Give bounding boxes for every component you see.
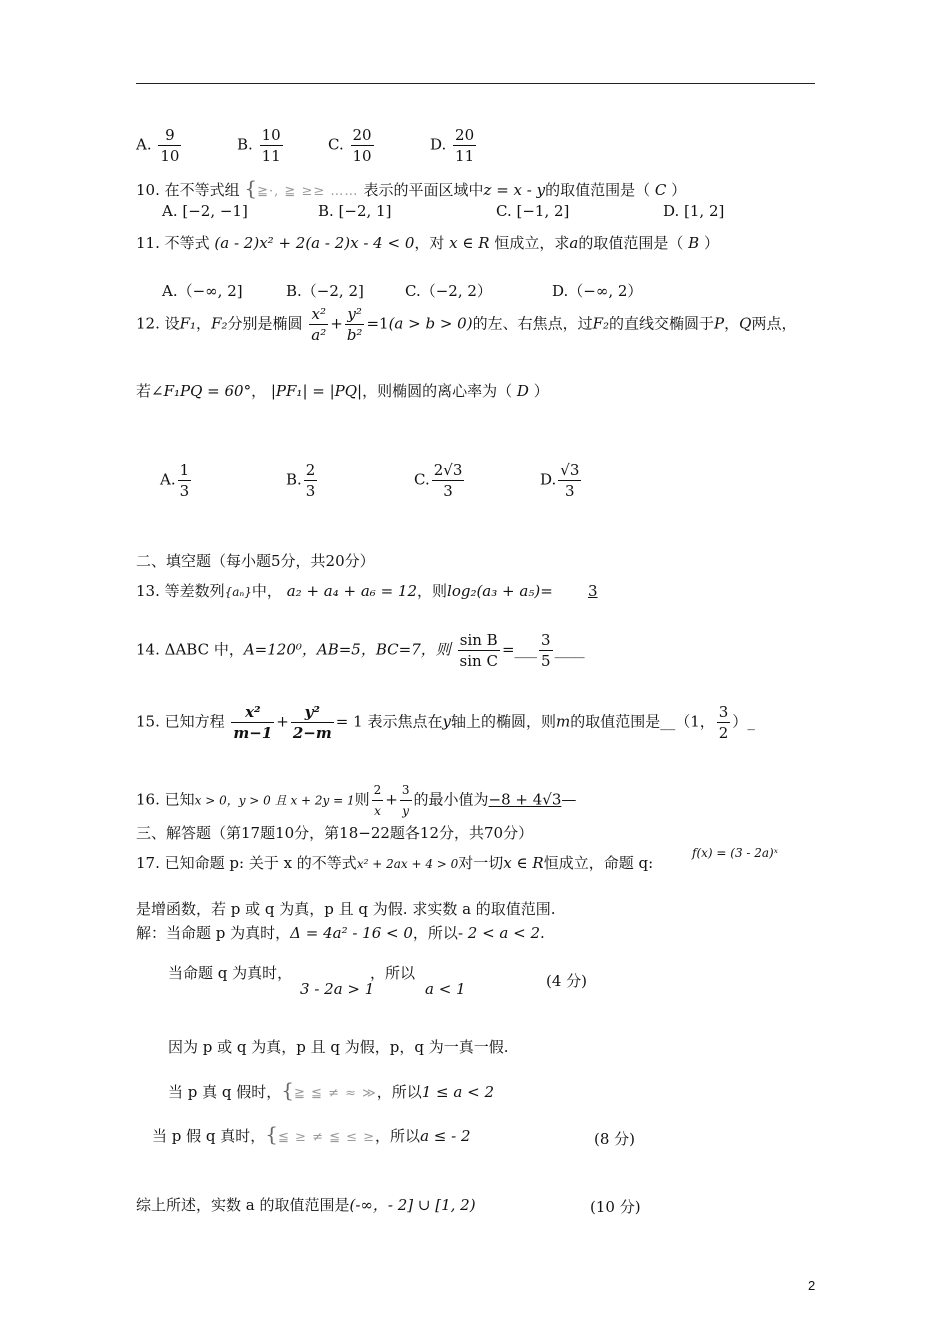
q10-expression: z = x - y [483, 181, 546, 199]
q11-option-a: A.（−∞, 2] [162, 282, 243, 300]
numerator: √3 [560, 461, 580, 479]
q10-option-c: C. [−1, 2] [496, 202, 570, 220]
q11-stem [136, 232, 719, 253]
q15: 15. 已知方程 $\frac{\text{x²}}{m-1}$ + $\frac{\text{y²}}{2-m}$ = 1 表示焦点在y轴上的椭圆，则m的取值范围是__（1， $\frac{3}{2}$ ）_ [136, 703, 755, 742]
option-label: B. [286, 470, 302, 489]
q17-sol2-text: 当命题 q 为真时， [168, 964, 293, 982]
blurred-inequality-system: ≧ ≦ ≠ ≈ ≫ [294, 1086, 377, 1101]
denominator: 3 [565, 482, 575, 500]
q15-text-tail3: 的取值范围是 [570, 712, 661, 731]
option-fraction [432, 460, 465, 501]
q13-text-mid: 中， [251, 582, 282, 600]
q17-sol1-end: . [540, 924, 545, 942]
option-label: C. [414, 470, 430, 489]
denominator: x [374, 804, 381, 818]
q15-text-tail2: 轴上的椭圆，则 [450, 712, 556, 731]
q13-condition: a₂ + a₄ + a₆ = 12 [286, 582, 417, 600]
numerator: 3 [400, 780, 412, 801]
q16: 16. 已知x > 0，y > 0 且 x + 2y = 1则 $\frac{2}{x}$ + $\frac{3}{y}$ 的最小值为−8 + 4√3— [136, 780, 576, 821]
q13-text: 13. 等差数列 [136, 582, 225, 600]
numerator: 2 [372, 780, 384, 801]
numerator: x² [231, 702, 274, 723]
numerator: sin B [458, 630, 500, 651]
q9-option-a [136, 125, 183, 166]
denominator: 11 [455, 147, 475, 165]
option-fraction [558, 460, 581, 501]
q12-option-b [286, 460, 319, 501]
q17-sol5-result: a ≤ - 2 [420, 1127, 471, 1145]
option-fraction [453, 125, 476, 166]
q12-option-d [540, 460, 583, 501]
q16-text: 16. 已知 [136, 790, 195, 809]
q17-line2: 是增函数，若 p 或 q 为真，p 且 q 为假. 求实数 a 的取值范围. [136, 900, 556, 918]
denominator: 10 [160, 147, 180, 165]
q14: 14. ΔABC 中，A=120⁰，AB=5，BC=7，则 $\frac{\text{sin B}}{\text{sin C}}$ =___ $\frac{3}{5}$ ____ [136, 631, 585, 670]
q17-sol2-so: ，所以 [370, 964, 416, 982]
q17-function: f(x) = (3 - 2a)ˣ [692, 846, 778, 860]
q11-variable: a [569, 234, 579, 252]
q12-line2-text: ，则椭圆的离心率为（ [362, 382, 513, 400]
q15-answer-open: （1， [675, 712, 715, 731]
section-heading-fill-in: 二、填空题（每小题5分，共20分） [136, 552, 375, 570]
option-label: B. [237, 135, 253, 154]
denominator: 3 [179, 482, 190, 500]
denominator: sin C [459, 652, 498, 670]
q12-close: ） [533, 382, 549, 400]
header-rule [136, 83, 815, 84]
denominator: 2 [718, 724, 729, 742]
blurred-inequality-system: ≦ ≥ ≠ ≦ ≤ ≥ [278, 1130, 376, 1145]
option-label: D. [540, 470, 557, 489]
denominator: 5 [541, 652, 551, 670]
denominator: 3 [305, 482, 316, 500]
q12-text2: 的左、右焦点，过 [472, 314, 593, 333]
q11-text-mid: ，对 [414, 234, 445, 252]
q11-option-b: B.（−2, 2] [286, 282, 364, 300]
q12-option-c [414, 460, 466, 501]
q10-option-a: A. [−2, −1] [162, 202, 248, 220]
q15-m: m [555, 712, 571, 731]
q17-inequality: x² + 2ax + 4 > 0 [356, 857, 459, 871]
q9-option-c [328, 125, 376, 166]
q12-line2: 若∠F₁PQ = 60°， |PF₁| = |PQ|，则椭圆的离心率为（ D ） [136, 382, 549, 400]
q11-close: ） [703, 234, 719, 252]
q11-condition: x ∈ R [449, 234, 490, 252]
q12-focus2-again: F₂ [592, 314, 610, 333]
q12-stem: 12. 设F₁，F₂分别是椭圆 $\frac{\text{x²}}{\text{a²}}$ + $\frac{\text{y²}}{\text{b²}}$ =1(a > b > 0)的左、右焦点，过F₂的直线交椭圆于P，Q两点， [136, 305, 797, 344]
option-fraction [178, 460, 192, 501]
system-brace-icon: { [281, 1078, 295, 1102]
q10-option-b: B. [−2, 1] [318, 202, 392, 220]
q16-fraction2 [400, 780, 412, 821]
option-label: A. [160, 470, 176, 489]
q17-sol5 [152, 1122, 471, 1146]
q14-given: A=120⁰，AB=5，BC=7，则 [243, 640, 451, 659]
q10-option-d: D. [1, 2] [663, 202, 725, 220]
q12-text4: 两点， [751, 314, 797, 333]
q17-sol5-so: ，所以 [375, 1127, 421, 1145]
q12-condition: (a > b > 0) [388, 314, 473, 333]
denominator: 3 [443, 482, 453, 500]
q12-text1: 分别是椭圆 [227, 314, 303, 333]
q10-text-end: 的取值范围是（ [545, 181, 651, 199]
q17-sol5-text: 当 p 假 q 真时， [152, 1127, 266, 1145]
q16-text-then: 则 [354, 790, 370, 809]
q9-option-d [430, 125, 478, 166]
numerator: 20 [352, 126, 372, 144]
q17-sol-line1 [136, 922, 545, 943]
q12-answer: D [516, 382, 529, 400]
q12-point-q: Q [739, 314, 752, 333]
numerator: 3 [541, 631, 551, 649]
q10-text-tail: 表示的平面区域中 [363, 181, 484, 199]
section-heading-solutions: 三、解答题（第17题10分，第18−22题各12分，共70分） [136, 824, 534, 842]
q17-conclusion-result: (-∞，- 2] ∪ [1, 2) [349, 1196, 476, 1214]
q13-expression: log₂(a₃ + a₅) [447, 582, 541, 600]
q17-score-8: (8 分) [594, 1130, 636, 1148]
q17-text-c: 恒成立，命题 q: [543, 854, 654, 872]
q15-answer-fraction [717, 702, 731, 743]
q15-eq: = 1 [335, 712, 363, 731]
q12-focus1: F₁ [179, 314, 197, 333]
q11-text-tail2: 的取值范围是（ [578, 234, 684, 252]
option-label: D. [430, 135, 447, 154]
q12-abs-eq: |PF₁| = |PQ| [270, 382, 363, 400]
q12-focus2: F₂ [211, 314, 228, 333]
q11-answer: B [688, 234, 700, 252]
q11-option-c: C.（−2, 2） [405, 282, 492, 300]
numerator: 10 [261, 126, 281, 144]
q17-sol1-so: ，所以 [412, 924, 458, 942]
q12-option-a [160, 460, 193, 501]
denominator: m−1 [233, 724, 273, 742]
q17-score-10: (10 分) [590, 1198, 641, 1216]
page-number: 2 [808, 1278, 816, 1293]
q14-text: 14. ΔABC 中， [136, 640, 244, 659]
option-label: A. [136, 135, 152, 154]
q9-option-b [237, 125, 285, 166]
blurred-inequality-system: ≧·, ≧ ≥≥ …… [257, 184, 364, 199]
q17-sol4 [168, 1078, 494, 1102]
numerator: y² [291, 702, 334, 723]
q12-line2-prefix: 若 [136, 382, 152, 400]
numerator: 1 [179, 461, 190, 479]
option-fraction [260, 125, 283, 166]
q13-answer: 3 [587, 582, 598, 600]
q11-text: 11. 不等式 [136, 234, 210, 252]
system-brace-icon: { [265, 1122, 279, 1146]
q10-stem [136, 176, 686, 200]
q12-text: 12. 设 [136, 314, 180, 333]
numerator: 20 [455, 126, 475, 144]
q17-text-b: 对一切 [458, 854, 504, 872]
q13-sequence: {aₙ} [224, 585, 252, 599]
q12-separator: ， [196, 314, 212, 333]
system-brace-icon: { [244, 176, 258, 200]
q12-x-fraction: $\frac{\text{x²}}{\text{a²}}$ [311, 305, 327, 344]
q11-inequality: (a - 2)x² + 2(a - 2)x - 4 < 0 [214, 234, 415, 252]
q13-text-then: ，则 [417, 582, 448, 600]
denominator: 2−m [292, 724, 332, 742]
denominator: 11 [261, 147, 281, 165]
q12-text3: 的直线交椭圆于 [609, 314, 715, 333]
q10-close: ） [671, 181, 687, 199]
q17-sol4-text: 当 p 真 q 假时， [168, 1083, 282, 1101]
q15-answer-close: ） [732, 712, 748, 731]
q10-text: 10. 在不等式组 [136, 181, 240, 199]
q16-text-tail: 的最小值为 [413, 790, 489, 809]
option-fraction [351, 125, 374, 166]
q17-condition: x ∈ R [503, 854, 544, 872]
numerator: 9 [158, 125, 181, 146]
q13 [136, 580, 633, 601]
q17-conclusion-text: 综上所述，实数 a 的取值范围是 [136, 1196, 350, 1214]
q17-discriminant: Δ = 4a² - 16 < 0 [290, 924, 413, 942]
q17-sol2-inequality: 3 - 2a > 1 [300, 980, 375, 998]
option-fraction [304, 460, 318, 501]
q17-sol3: 因为 p 或 q 为真，p 且 q 为假，p，q 为一真一假. [168, 1038, 509, 1056]
q16-condition: x > 0，y > 0 且 x + 2y = 1 [194, 793, 355, 808]
q17-sol4-so: ，所以 [376, 1083, 422, 1101]
q15-text: 15. 已知方程 [136, 712, 225, 731]
q12-point-p: P [714, 314, 725, 333]
q11-text-tail: 恒成立，求 [494, 234, 570, 252]
numerator: 2 [305, 461, 316, 479]
denominator: y [402, 804, 410, 818]
q16-plus: + [385, 790, 398, 809]
q10-answer: C [654, 181, 667, 199]
q11-option-d: D.（−∞, 2） [552, 282, 643, 300]
q15-y: y [442, 712, 451, 731]
q13-eq: = [540, 582, 553, 600]
q17-line1 [136, 852, 653, 873]
q15-y-fraction [291, 702, 334, 743]
option-fraction [158, 125, 181, 166]
denominator: 10 [352, 147, 372, 165]
q14-answer-fraction [539, 630, 553, 671]
q15-plus: + [276, 712, 289, 731]
q17-sol4-result: 1 ≤ a < 2 [421, 1083, 494, 1101]
q16-answer: −8 + 4√3 [488, 790, 562, 809]
numerator: 2√3 [433, 461, 463, 479]
q17-sol1-result: - 2 < a < 2 [457, 924, 541, 942]
q12-y-fraction: $\frac{\text{y²}}{\text{b²}}$ [346, 305, 363, 344]
q14-eq: = [501, 640, 515, 659]
numerator: 3 [718, 703, 729, 721]
q17-text: 17. 已知命题 p: 关于 x 的不等式 [136, 854, 357, 872]
q17-sol1-text: 解：当命题 p 为真时， [136, 924, 291, 942]
q15-x-fraction [231, 702, 274, 743]
q14-sine-fraction [458, 630, 500, 671]
q12-eq: =1 [366, 314, 389, 333]
q16-fraction1 [372, 780, 384, 821]
option-label: C. [328, 135, 344, 154]
q17-sol2-result: a < 1 [425, 980, 466, 998]
q12-angle: ∠F₁PQ = 60° [151, 382, 252, 400]
q17-conclusion [136, 1194, 476, 1215]
q15-text-tail: 表示焦点在 [367, 712, 443, 731]
q17-score-4: (4 分) [546, 972, 588, 990]
